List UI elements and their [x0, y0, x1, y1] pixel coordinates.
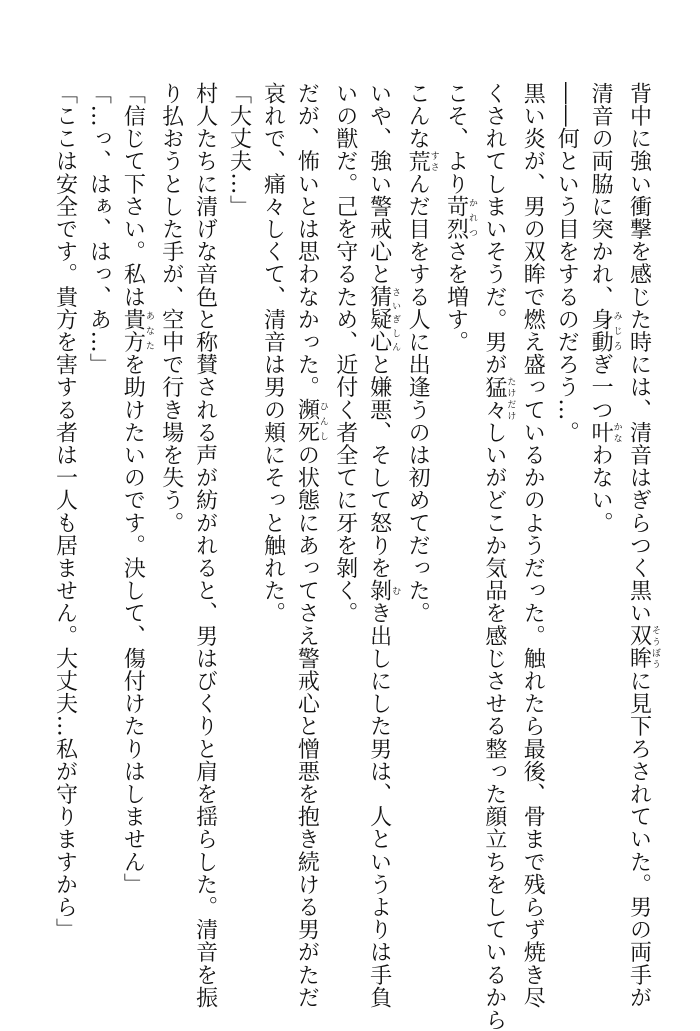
text-segment: 「信じて下さい。私は — [120, 82, 146, 308]
text-segment: しいがどこか気品を感じさせる整った顔立ちをしているから — [481, 421, 507, 1031]
ruby-reading: そうぼう — [650, 624, 660, 670]
text-segment: を助けたいのです。決して、傷付けたりはしません」 — [120, 353, 146, 896]
ruby-base: 貴方 — [120, 308, 146, 354]
text-line — [400, 82, 438, 1002]
text-line — [622, 82, 660, 1009]
text-segment: いの獣だ。己を守るため、近付く者全てに牙を剝く。 — [332, 82, 358, 625]
ruby-base: 瀕死 — [294, 398, 320, 444]
text-line — [515, 82, 549, 1009]
text-segment: 「ここは安全です。貴方を害する者は一人も居ません。大丈夫…私が守りますから」 — [52, 82, 78, 941]
ruby-reading: かれつ — [466, 195, 477, 241]
text-line — [115, 82, 153, 1002]
text-line — [362, 82, 401, 1009]
ruby-reading: かな — [611, 421, 622, 444]
text-segment: 黒い炎が、男の双眸で燃え盛っているかのようだった。触れたら最後、骨まで残らず焼き尽 — [520, 82, 546, 1009]
text-segment: ぎ一つ — [588, 353, 614, 422]
ruby-word — [443, 195, 477, 241]
text-segment: 「…っ、はぁ、はっ、あ…」 — [86, 82, 112, 376]
ruby-reading: さいぎしん — [390, 285, 401, 354]
ruby-base: 叶 — [588, 421, 614, 444]
text-line — [549, 82, 583, 1002]
text-line — [439, 82, 477, 1002]
ruby-word — [366, 579, 401, 602]
ruby-word — [588, 308, 622, 354]
ruby-base: 双眸 — [626, 624, 652, 670]
text-segment: んだ目をする人に出逢うのは初めてだった。 — [405, 172, 431, 625]
ruby-word — [120, 308, 154, 354]
text-segment: 村人たちに清げな音色と称賛される声が紡がれると、男はびくりと肩を揺らした。清音を振 — [192, 82, 218, 1009]
text-segment: いや、強い警戒心と — [366, 82, 392, 286]
ruby-base: 猛々 — [481, 375, 507, 422]
vertical-text-block — [48, 82, 660, 1031]
ruby-word — [294, 398, 328, 444]
ruby-word — [626, 624, 660, 670]
text-segment: くされてしまいそうだ。男が — [481, 82, 507, 376]
text-line — [256, 82, 290, 1002]
ruby-word — [588, 421, 622, 444]
text-segment: だが、怖いとは思わなかった。 — [294, 82, 320, 399]
ruby-reading: む — [390, 579, 401, 602]
text-line — [188, 82, 222, 1009]
ruby-reading: すさ — [428, 149, 439, 173]
text-line — [48, 82, 82, 1002]
ruby-word — [481, 375, 516, 422]
text-segment: り払おうとした手が、空中で行き場を失う。 — [158, 82, 184, 534]
text-line — [477, 82, 516, 1031]
ruby-word — [405, 149, 439, 173]
text-segment: こそ、より — [443, 82, 469, 195]
text-segment: わない。 — [588, 443, 614, 535]
text-segment: ――何という目をするのだろう…。 — [554, 82, 580, 444]
text-line — [82, 82, 116, 1002]
ruby-base: 剝 — [366, 579, 392, 602]
text-line — [222, 82, 256, 1002]
text-segment: に見下ろされていた。男の両手が — [626, 669, 652, 1009]
ruby-reading: あなた — [143, 308, 154, 354]
text-segment: 清音の両脇に突かれ、 — [588, 82, 614, 308]
ruby-word — [366, 285, 401, 354]
text-segment: さを増す。 — [443, 240, 469, 354]
ruby-base: 荒 — [405, 149, 431, 173]
ruby-base: 身動 — [588, 308, 614, 354]
ruby-reading: みじろ — [611, 308, 622, 354]
ruby-base: 苛烈 — [443, 195, 469, 241]
text-segment: こんな — [405, 82, 431, 150]
text-line — [328, 82, 362, 1002]
ruby-base: 猜疑心 — [366, 285, 392, 354]
text-line — [289, 82, 328, 1009]
ruby-reading: ひんし — [317, 398, 328, 444]
text-segment: 哀れで、痛々しくて、清音は男の頬にそっと触れた。 — [260, 82, 286, 625]
text-segment: き出しにした男は、人というよりは手負 — [366, 601, 392, 1009]
text-segment: と嫌悪、そして怒りを — [366, 353, 392, 580]
text-segment: の状態にあってさえ警戒心と憎悪を抱き続ける男がただ — [294, 443, 320, 1009]
text-line — [583, 82, 621, 1002]
ruby-reading: たけだけ — [505, 375, 516, 421]
text-segment: 「大丈夫…」 — [226, 82, 252, 218]
text-line — [154, 82, 188, 1002]
text-segment: 背中に強い衝撃を感じた時には、清音はぎらつく黒い — [626, 82, 652, 625]
